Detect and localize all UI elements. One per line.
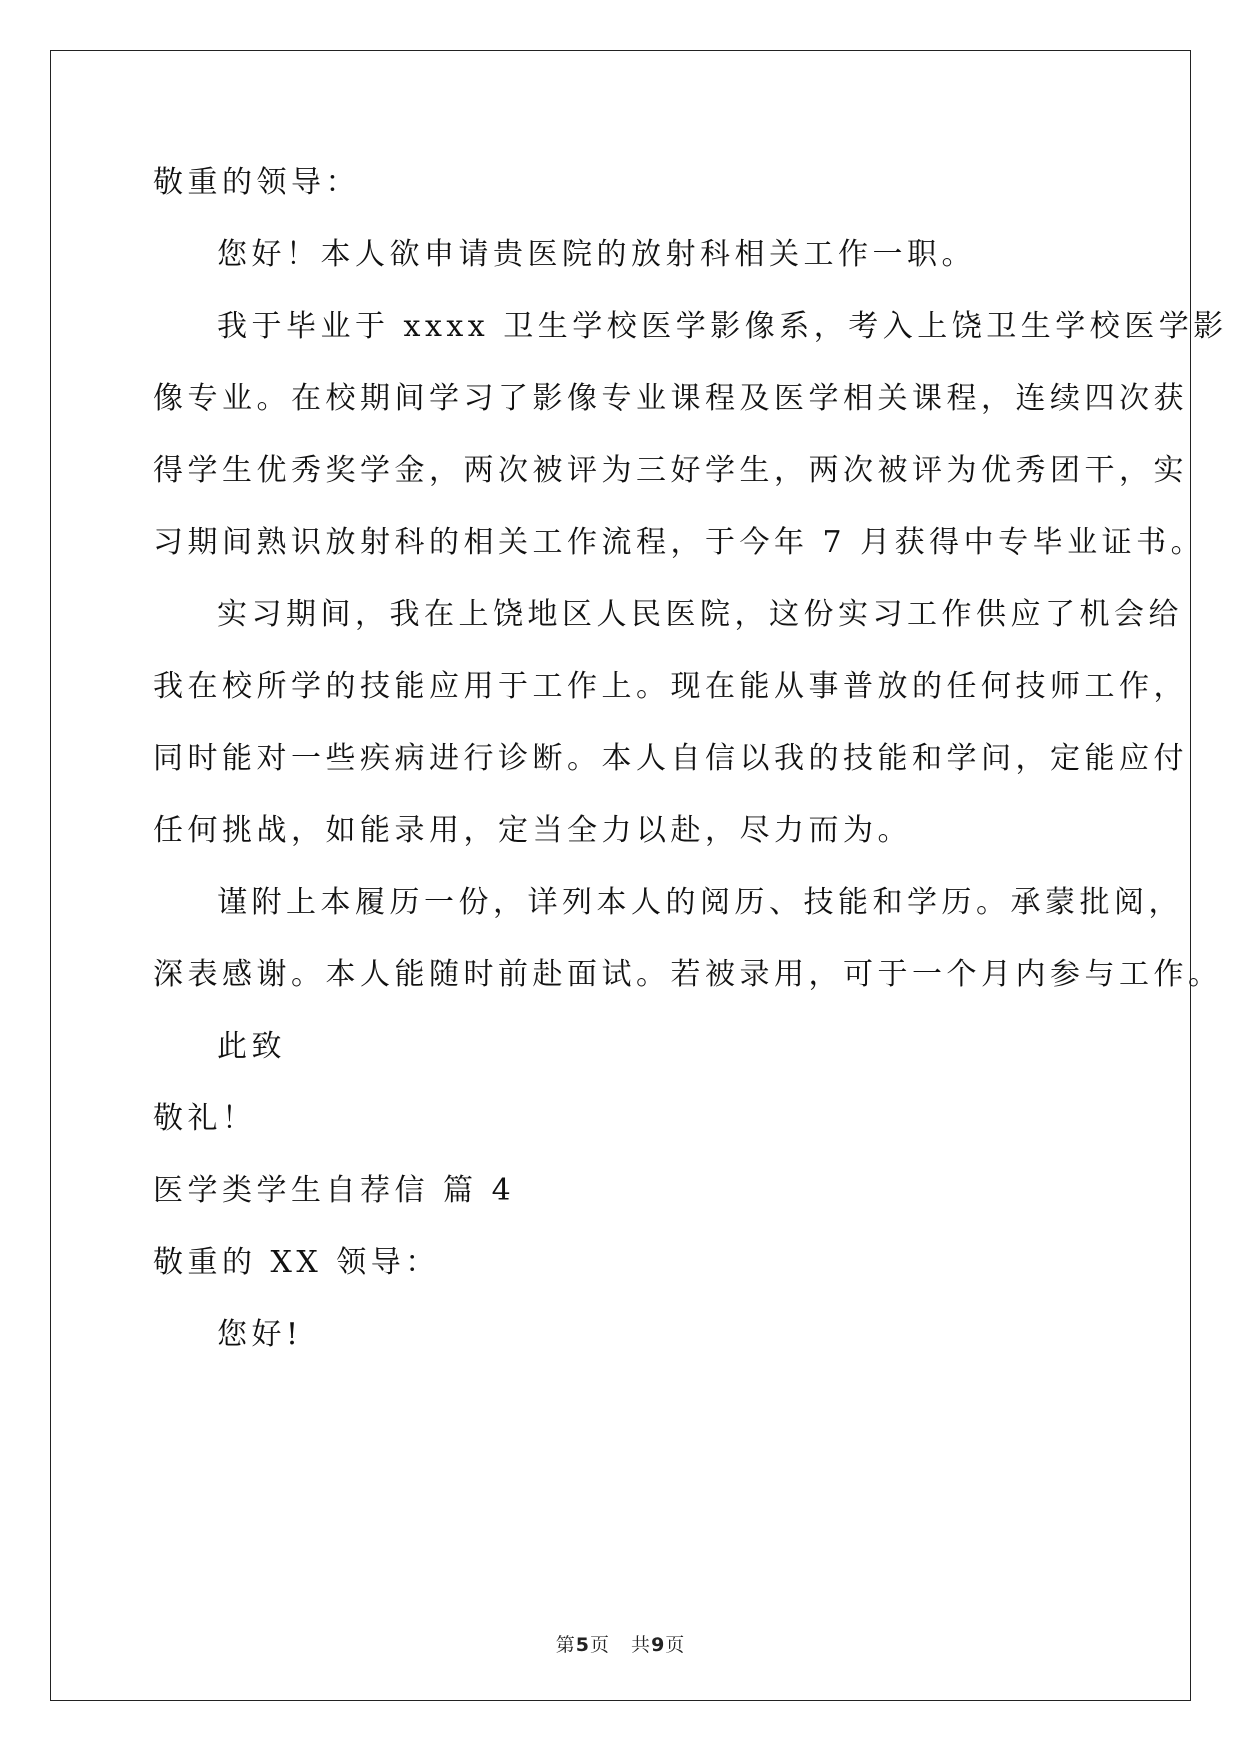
salutation-line: 敬重的领导： bbox=[153, 165, 360, 200]
section-heading: 医学类学生自荐信 篇 4 bbox=[153, 1173, 516, 1208]
paragraph-line: 我在校所学的技能应用于工作上。现在能从事普放的任何技师工作， bbox=[153, 669, 1188, 704]
paragraph-line: 深表感谢。本人能随时前赴面试。若被录用，可于一个月内参与工作。 bbox=[153, 957, 1223, 992]
page-footer bbox=[0, 1630, 1241, 1657]
paragraph-line: 像专业。在校期间学习了影像专业课程及医学相关课程，连续四次获 bbox=[153, 381, 1188, 416]
paragraph-line: 我于毕业于 xxxx 卫生学校医学影像系，考入上饶卫生学校医学影 bbox=[217, 309, 1228, 344]
paragraph-line: 实习期间，我在上饶地区人民医院，这份实习工作供应了机会给 bbox=[217, 597, 1183, 632]
closing-line: 此致 bbox=[217, 1029, 286, 1064]
closing-line: 敬礼！ bbox=[153, 1101, 257, 1136]
page-border bbox=[50, 50, 1191, 1701]
paragraph-line: 您好! bbox=[217, 1317, 303, 1352]
current-page-number: 5 bbox=[575, 1634, 590, 1656]
paragraph-line: 得学生优秀奖学金，两次被评为三好学生，两次被评为优秀团干，实 bbox=[153, 453, 1188, 488]
footer-suffix: 页 bbox=[665, 1634, 686, 1656]
paragraph-line: 习期间熟识放射科的相关工作流程，于今年 7 月获得中专毕业证书。 bbox=[153, 525, 1206, 560]
total-page-number: 9 bbox=[651, 1634, 666, 1656]
footer-mid: 页 共 bbox=[589, 1634, 652, 1656]
paragraph-line: 同时能对一些疾病进行诊断。本人自信以我的技能和学问，定能应付 bbox=[153, 741, 1188, 776]
salutation-line: 敬重的 XX 领导： bbox=[153, 1245, 440, 1280]
paragraph-line: 您好！本人欲申请贵医院的放射科相关工作一职。 bbox=[217, 237, 976, 272]
paragraph-line: 任何挑战，如能录用，定当全力以赴，尽力而为。 bbox=[153, 813, 912, 848]
footer-prefix: 第 bbox=[555, 1634, 576, 1656]
paragraph-line: 谨附上本履历一份，详列本人的阅历、技能和学历。承蒙批阅， bbox=[217, 885, 1183, 920]
